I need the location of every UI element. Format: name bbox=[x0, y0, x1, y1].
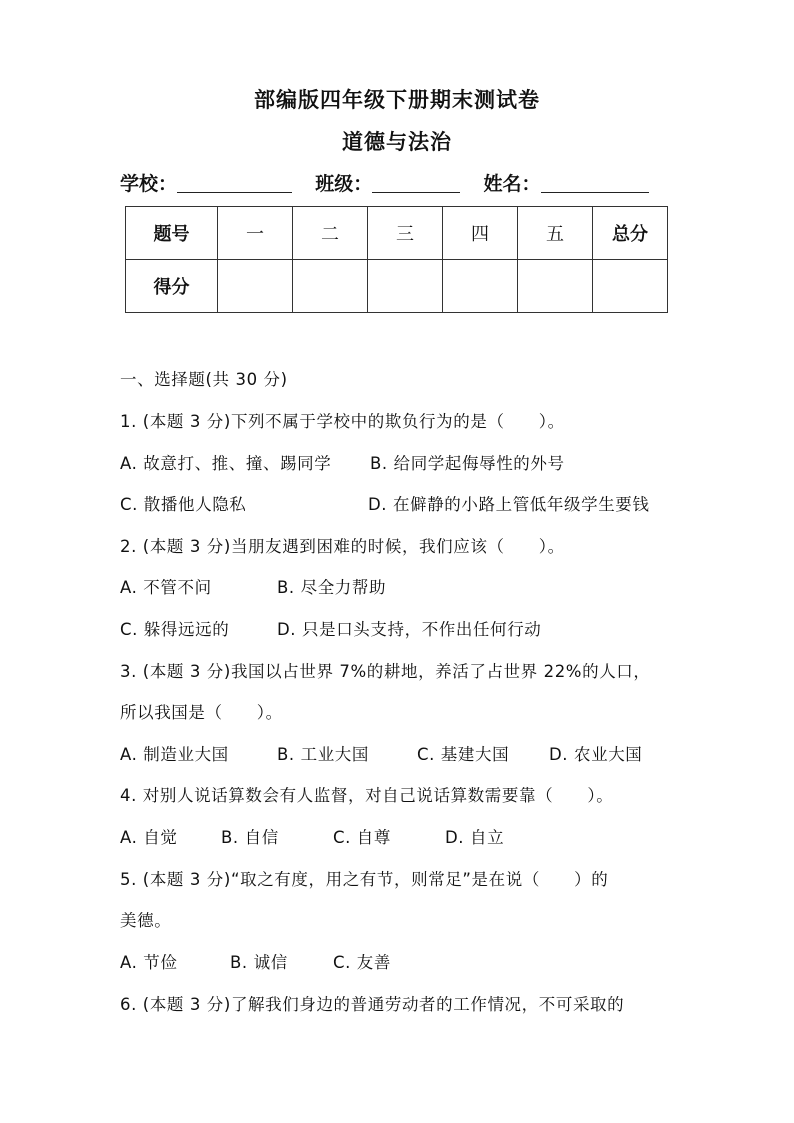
option-a[interactable]: A. 节俭 bbox=[120, 953, 178, 972]
school-blank[interactable] bbox=[177, 172, 292, 193]
class-blank[interactable] bbox=[372, 172, 460, 193]
option-a[interactable]: A. 制造业大国 bbox=[120, 745, 229, 764]
option-d[interactable]: D. 在僻静的小路上管低年级学生要钱 bbox=[368, 495, 650, 514]
option-a[interactable]: A. 故意打、推、撞、踢同学 bbox=[120, 454, 332, 473]
question-3-stem: 3. (本题 3 分)我国以占世界 7%的耕地，养活了占世界 22%的人口， bbox=[120, 662, 651, 681]
option-d[interactable]: D. 自立 bbox=[445, 828, 505, 847]
score-table-score-row bbox=[126, 260, 668, 313]
question-4-options bbox=[120, 824, 504, 848]
score-table bbox=[125, 206, 668, 313]
score-table-header-row bbox=[126, 207, 668, 260]
option-b[interactable]: B. 给同学起侮辱性的外号 bbox=[370, 454, 565, 473]
header-cell-5: 五 bbox=[518, 207, 593, 260]
question-3-stem-continued: 所以我国是（ ）。 bbox=[120, 703, 283, 722]
exam-title: 部编版四年级下册期末测试卷 bbox=[254, 87, 540, 112]
option-b[interactable]: B. 自信 bbox=[221, 828, 279, 847]
option-b[interactable]: B. 尽全力帮助 bbox=[277, 578, 387, 597]
row-label-score: 得分 bbox=[126, 260, 218, 313]
option-b[interactable]: B. 工业大国 bbox=[277, 745, 370, 764]
question-5-options bbox=[120, 949, 391, 973]
option-b[interactable]: B. 诚信 bbox=[230, 953, 288, 972]
option-a[interactable]: A. 自觉 bbox=[120, 828, 178, 847]
question-1-stem: 1. (本题 3 分)下列不属于学校中的欺负行为的是（ ）。 bbox=[120, 412, 565, 431]
option-a[interactable]: A. 不管不问 bbox=[120, 578, 212, 597]
option-c[interactable]: C. 躲得远远的 bbox=[120, 620, 230, 639]
header-cell-question-no: 题号 bbox=[126, 207, 218, 260]
score-cell[interactable] bbox=[443, 260, 518, 313]
score-cell[interactable] bbox=[368, 260, 443, 313]
student-info-row bbox=[120, 169, 649, 196]
score-cell[interactable] bbox=[218, 260, 293, 313]
school-label: 学校： bbox=[120, 173, 178, 195]
question-6-stem: 6. (本题 3 分)了解我们身边的普通劳动者的工作情况，不可采取的 bbox=[120, 995, 625, 1014]
name-label: 姓名： bbox=[483, 173, 541, 195]
header-cell-1: 一 bbox=[218, 207, 293, 260]
option-c[interactable]: C. 基建大国 bbox=[417, 745, 510, 764]
option-c[interactable]: C. 友善 bbox=[333, 953, 392, 972]
question-2-options-line-1 bbox=[120, 574, 386, 598]
question-2-stem: 2. (本题 3 分)当朋友遇到困难的时候，我们应该（ ）。 bbox=[120, 537, 565, 556]
score-cell[interactable] bbox=[518, 260, 593, 313]
section-heading: 一、选择题(共 30 分) bbox=[120, 370, 288, 389]
option-d[interactable]: D. 农业大国 bbox=[549, 745, 643, 764]
question-5-stem-continued: 美德。 bbox=[120, 911, 172, 930]
question-1-options-line-1 bbox=[120, 450, 565, 474]
exam-subtitle: 道德与法治 bbox=[342, 129, 452, 154]
score-cell-total[interactable] bbox=[593, 260, 668, 313]
header-cell-4: 四 bbox=[443, 207, 518, 260]
question-3-options bbox=[120, 741, 642, 765]
header-cell-total: 总分 bbox=[593, 207, 668, 260]
question-2-options-line-2 bbox=[120, 616, 541, 640]
score-cell[interactable] bbox=[293, 260, 368, 313]
header-cell-2: 二 bbox=[293, 207, 368, 260]
class-label: 班级： bbox=[315, 173, 373, 195]
header-cell-3: 三 bbox=[368, 207, 443, 260]
question-1-options-line-2 bbox=[120, 491, 650, 515]
option-c[interactable]: C. 自尊 bbox=[333, 828, 392, 847]
name-blank[interactable] bbox=[541, 172, 649, 193]
question-5-stem: 5. (本题 3 分)“取之有度，用之有节，则常足”是在说（ ）的 bbox=[120, 870, 609, 889]
option-d[interactable]: D. 只是口头支持，不作出任何行动 bbox=[277, 620, 542, 639]
option-c[interactable]: C. 散播他人隐私 bbox=[120, 495, 247, 514]
question-4-stem: 4. 对别人说话算数会有人监督，对自己说话算数需要靠（ ）。 bbox=[120, 786, 614, 805]
